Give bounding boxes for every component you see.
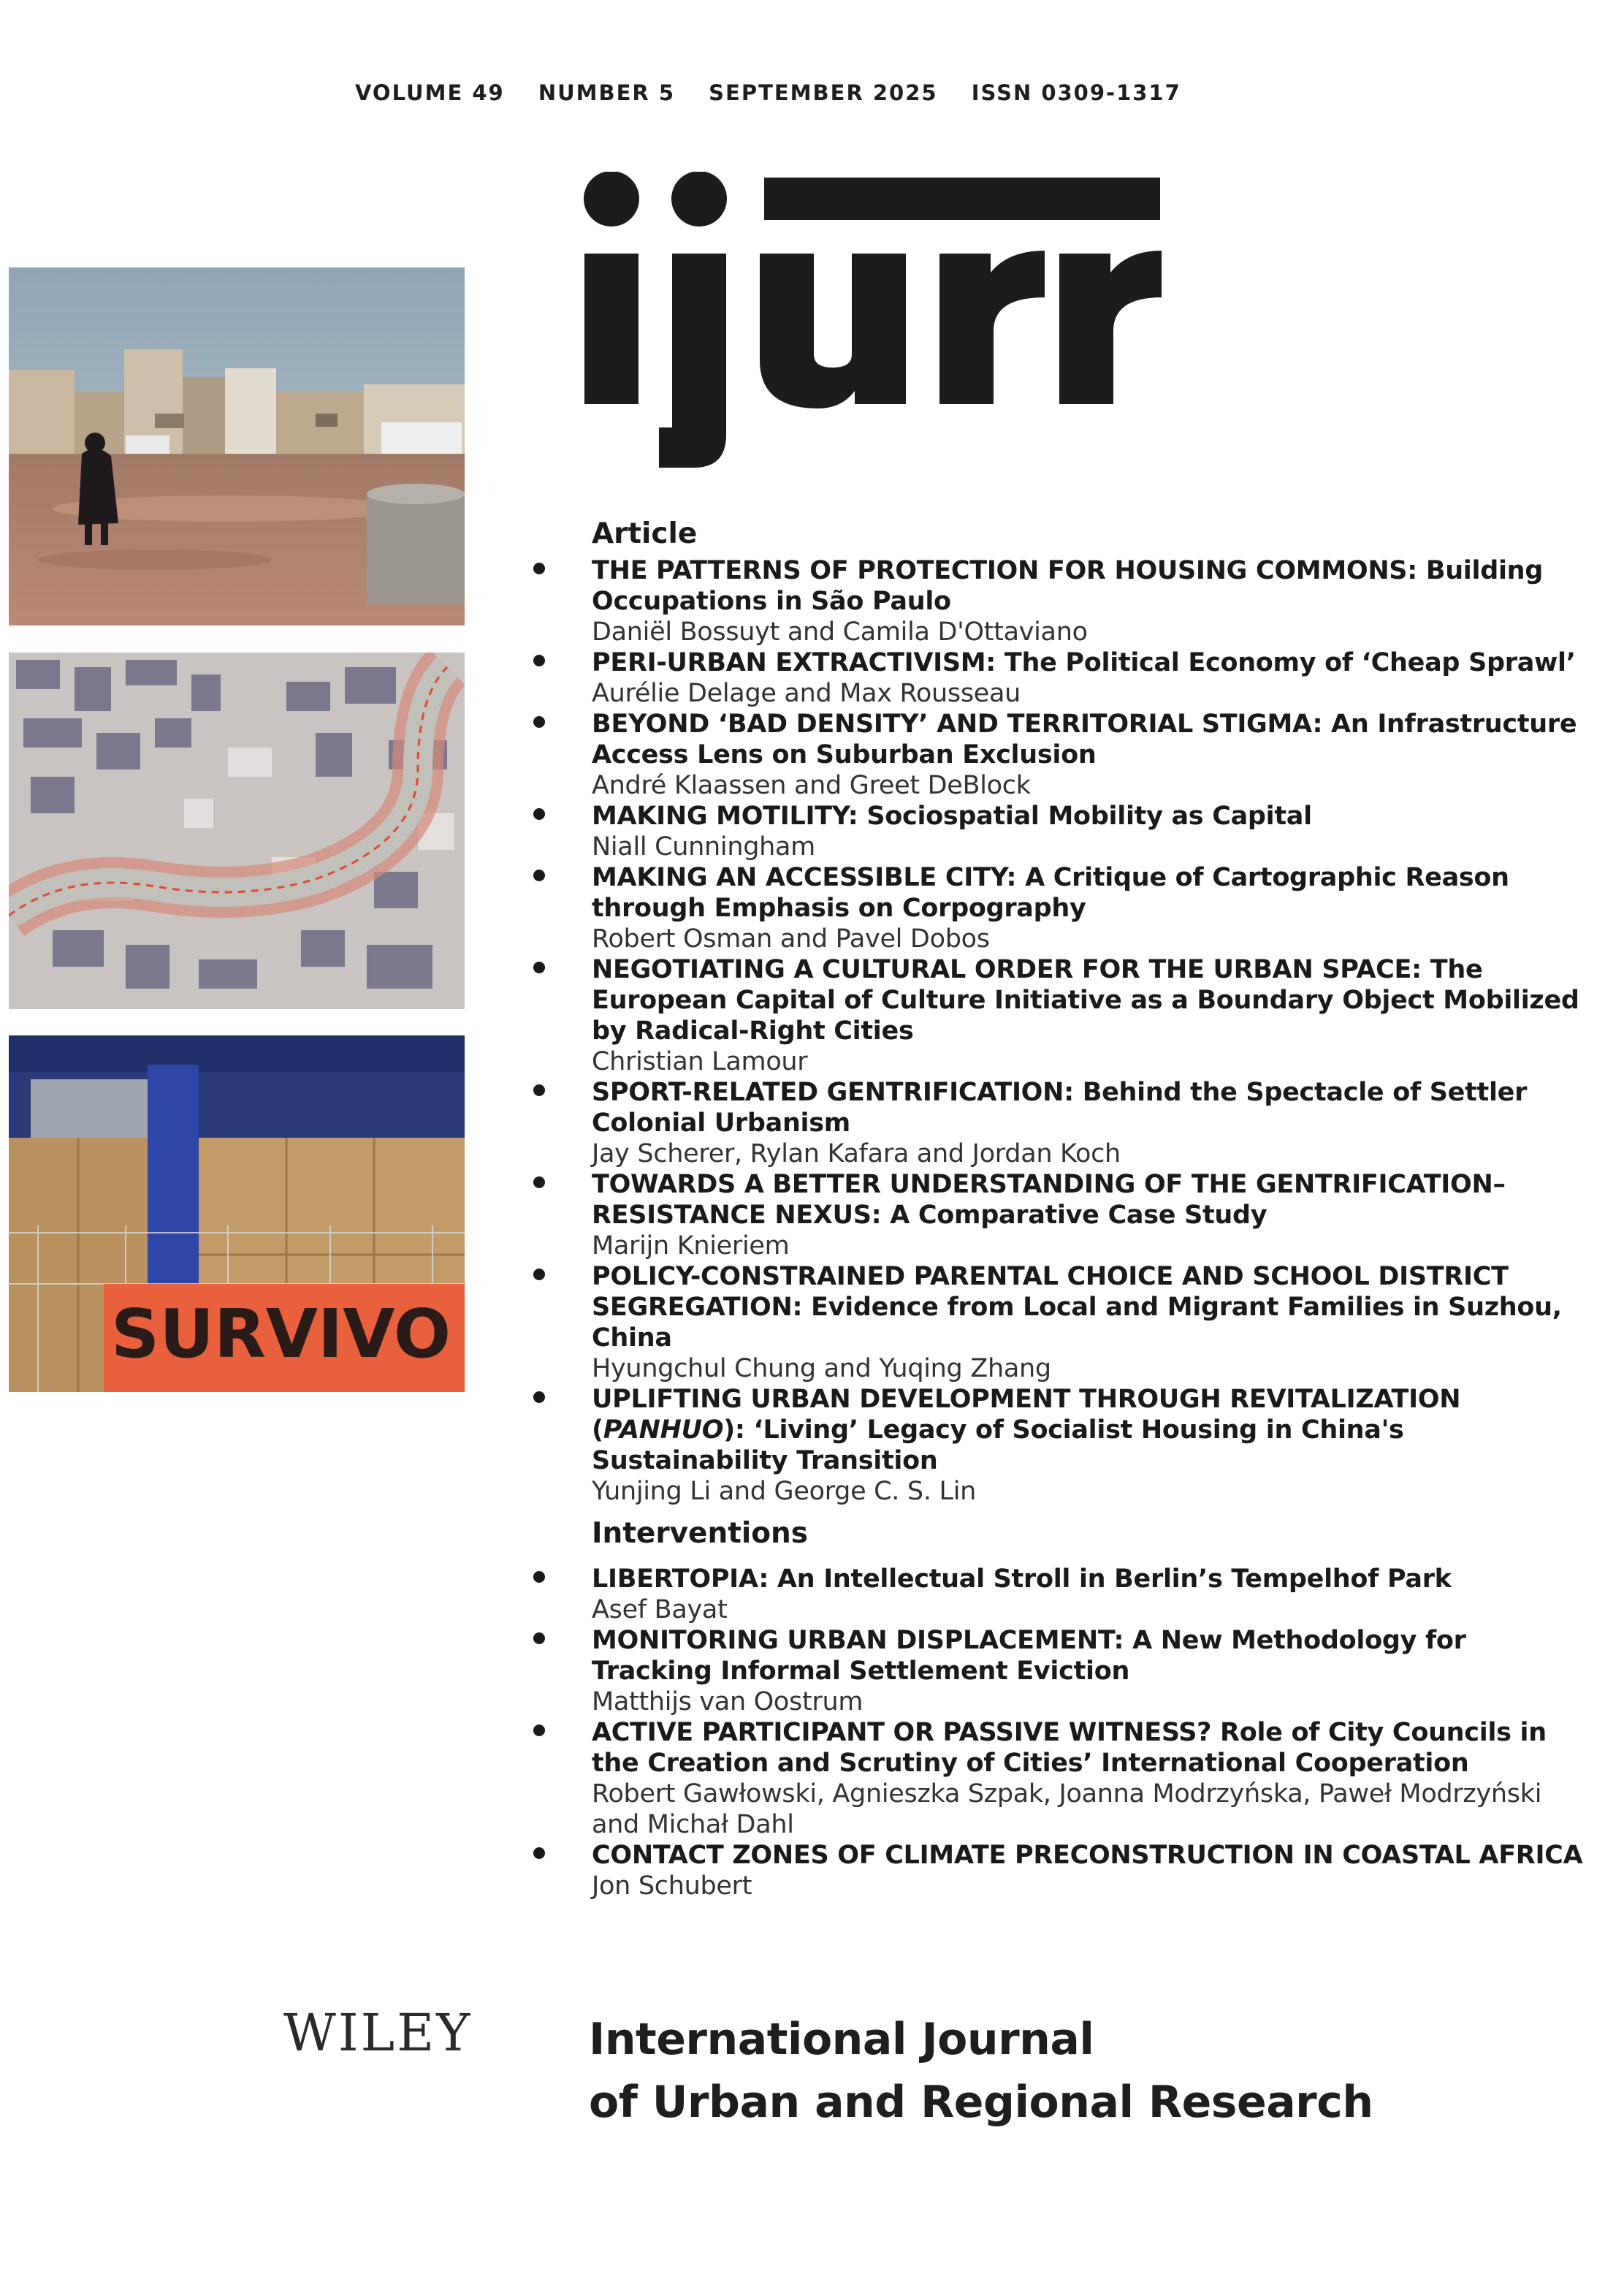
entry-title-rest: The Political Economy of ‘Cheap Sprawl’ [1004,648,1576,677]
entry-title-rest: An Infrastructure Access Lens on Suburban Exclusion [592,710,1577,769]
entry-title-rest: ‘Living’ Legacy of Socialist Housing in China's Sustainability Transition [592,1415,1404,1475]
entry-authors: Robert Gawłowski, Agnieszka Szpak, Joanna Modrzyńska, Paweł Modrzyński and Michał Dahl [592,1779,1542,1839]
bullet-icon [533,1391,545,1403]
entry-title [592,709,1585,770]
bullet-icon [533,1632,545,1644]
entry-authors: Matthijs van Oostrum [592,1687,864,1716]
entry-title-lead: THE PATTERNS OF PROTECTION FOR HOUSING COMMONS: [592,556,1417,585]
entry-title-lead: MONITORING URBAN DISPLACEMENT: [592,1626,1124,1655]
entry-title-italic: PANHUO [603,1415,724,1445]
toc-entry [533,709,1585,801]
bullet-icon [533,1571,545,1583]
entry-title-rest: Building Occupations in São Paulo [592,556,1544,616]
table-of-contents [533,517,1585,1901]
entry-title [592,1384,1585,1476]
entry-authors: Christian Lamour [592,1047,808,1076]
entry-title [592,801,1585,832]
entry-title-lead: BEYOND ‘BAD DENSITY’ AND TERRITORIAL STIGMA: [592,710,1323,739]
entry-title [592,1717,1585,1779]
logo-bar [764,178,1160,220]
entry-title [592,862,1585,924]
entry-title [592,1077,1585,1138]
entry-title-rest: Behind the Spectacle of Settler Colonial Urbanism [592,1078,1528,1138]
bullet-icon [533,808,545,820]
entry-authors: Yunjing Li and George C. S. Lin [592,1477,977,1506]
aerial-map-photo [9,653,465,1009]
entry-authors: Daniël Bossuyt and Camila D'Ottaviano [592,617,1088,647]
entry-authors: Marijn Knieriem [592,1231,790,1260]
logo-letter-j [659,254,726,468]
entry-authors: Niall Cunningham [592,832,815,862]
logo-dot-j [671,172,727,227]
articles-list [533,555,1585,1507]
entry-title-lead: PERI-URBAN EXTRACTIVISM: [592,648,996,677]
street-scene-photo [9,267,465,625]
logo-letter-u [760,254,906,408]
logo-dot-i [584,172,639,227]
entry-title-lead: CONTACT ZONES OF CLIMATE PRECONSTRUCTION IN COASTAL AFRICA [592,1841,1583,1870]
publisher-logo: WILEY [283,2003,473,2063]
entry-authors: Hyungchul Chung and Yuqing Zhang [592,1354,1051,1383]
entry-title-rest: A New Methodology for Tracking Informal Settlement Eviction [592,1626,1466,1686]
bullet-icon [533,870,545,881]
entry-title [592,954,1585,1046]
bullet-icon [533,1724,545,1736]
toc-entry [533,954,1585,1077]
journal-title-line1: International Journal [589,2014,1094,2065]
entry-title-lead: MAKING MOTILITY: [592,802,858,831]
entry-title [592,1261,1585,1353]
entry-title [592,1564,1585,1594]
entry-title [592,1840,1585,1871]
bullet-icon [533,563,545,574]
bullet-icon [533,1269,545,1280]
entry-authors: Jay Scherer, Rylan Kafara and Jordan Koch [592,1139,1121,1168]
volume-label: VOLUME 49 [355,80,505,105]
toc-entry [533,1384,1585,1507]
toc-entry [533,647,1585,709]
entry-title-rest: A Comparative Case Study [890,1201,1267,1230]
entry-title [592,1169,1585,1231]
entry-title-rest: A Critique of Cartographic Reason through Emphasis on Corpography [592,863,1509,923]
banner-text: SURVIVO [111,1295,451,1373]
toc-entry [533,1625,1585,1717]
issn-label: ISSN 0309-1317 [971,80,1181,105]
logo-letter-r1 [939,251,1045,404]
entry-title-lead: MAKING AN ACCESSIBLE CITY: [592,863,1017,892]
entry-title-lead: NEGOTIATING A CULTURAL ORDER FOR THE URBAN SPACE: [592,955,1422,984]
section-title-interventions: Interventions [592,1517,809,1550]
bullet-icon [533,655,545,666]
journal-title [589,2008,1373,2134]
entry-title-lead: TOWARDS A BETTER UNDERSTANDING OF THE GENTRIFICATION–RESISTANCE NEXUS: [592,1170,1506,1230]
bullet-icon [533,1176,545,1188]
boarded-building-photo [9,1035,465,1392]
entry-title-rest: Sociospatial Mobility as Capital [866,802,1312,831]
entry-authors: Jon Schubert [592,1871,752,1901]
toc-entry [533,1717,1585,1840]
entry-title-after: ): [723,1415,745,1445]
section-title-article: Article [592,517,698,550]
toc-entry [533,1077,1585,1169]
entry-title-lead: LIBERTOPIA: [592,1564,769,1594]
entry-title-lead: SPORT-RELATED GENTRIFICATION: [592,1078,1074,1107]
entry-title-lead: POLICY-CONSTRAINED PARENTAL CHOICE AND SCHOOL DISTRICT SEGREGATION: [592,1262,1509,1322]
toc-entry [533,1261,1585,1384]
logo-letter-i [584,254,638,404]
bullet-icon [533,1084,545,1096]
entry-title [592,555,1585,617]
bullet-icon [533,962,545,973]
number-label: NUMBER 5 [538,80,676,105]
interventions-list [533,1564,1585,1901]
toc-entry [533,1169,1585,1261]
toc-entry [533,1840,1585,1901]
bullet-icon [533,1847,545,1859]
ijurr-logo-mark [577,172,1176,486]
entry-title-lead: UPLIFTING URBAN DEVELOPMENT THROUGH REVITALIZATION ( [592,1385,1461,1445]
entry-authors: Robert Osman and Pavel Dobos [592,924,990,954]
toc-entry [533,555,1585,647]
toc-entry [533,862,1585,954]
entry-title-lead: ACTIVE PARTICIPANT OR PASSIVE WITNESS? [592,1718,1212,1747]
entry-title-rest: Evidence from Local and Migrant Families in Suzhou, China [592,1293,1562,1353]
entry-title-rest: An Intellectual Stroll in Berlin’s Tempelhof Park [777,1564,1452,1594]
journal-logo [577,172,1176,486]
entry-title-rest: Role of City Councils in the Creation and Scrutiny of Cities’ International Cooperation [592,1718,1547,1778]
entry-authors: Aurélie Delage and Max Rousseau [592,679,1021,708]
journal-title-line2: of Urban and Regional Research [589,2077,1373,2128]
entry-title [592,1625,1585,1687]
date-label: SEPTEMBER 2025 [709,80,938,105]
issue-info [355,80,1206,105]
toc-entry [533,1564,1585,1625]
entry-authors: Asef Bayat [592,1595,728,1624]
logo-letter-r2 [1059,251,1162,404]
entry-authors: André Klaassen and Greet DeBlock [592,771,1031,800]
entry-title [592,647,1585,678]
toc-entry [533,801,1585,862]
entry-title-rest: The European Capital of Culture Initiative as a Boundary Object Mobilized by Radical-Right Cities [592,955,1579,1046]
bullet-icon [533,716,545,728]
